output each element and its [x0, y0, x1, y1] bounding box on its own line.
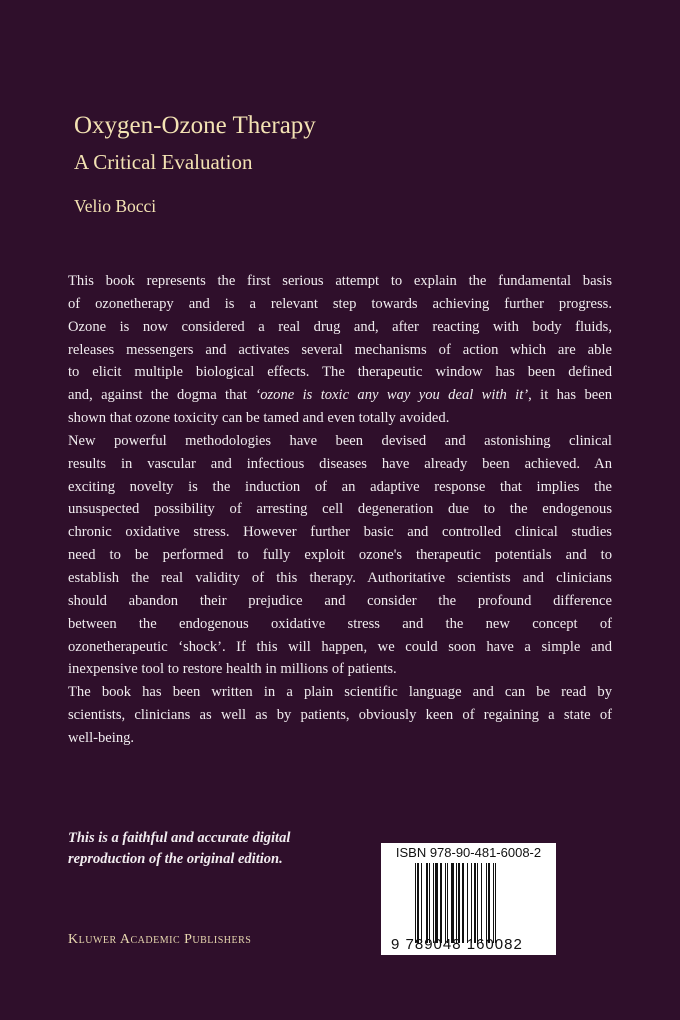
note-line: reproduction of the original edition.	[68, 851, 283, 867]
blurb-line: unsuspected possibility of arresting cell degeneration due to the endogenous	[68, 501, 612, 518]
reproduction-note	[68, 828, 290, 870]
barcode-bar	[447, 863, 448, 943]
barcode-bars	[415, 863, 525, 943]
barcode-bar	[429, 863, 430, 943]
blurb-line: scientists, clinicians as well as by patients, obviously keen of regaining a state of	[68, 707, 612, 724]
blurb-text	[68, 270, 612, 750]
barcode-bar	[451, 863, 454, 943]
blurb-line: shown that ozone toxicity can be tamed and even totally avoided.	[68, 410, 450, 427]
barcode-bar	[467, 863, 468, 943]
blurb-segment: and, against the dogma that	[68, 387, 247, 404]
blurb-line	[68, 384, 612, 407]
blurb-line: between the endogenous oxidative stress and the new concept of	[68, 615, 612, 632]
blurb-quote: ‘ozone is toxic any way you deal with it’	[255, 387, 529, 404]
book-subtitle: A Critical Evaluation	[74, 150, 253, 174]
barcode-bar	[415, 863, 416, 943]
blurb-line: inexpensive tool to restore health in millions of patients.	[68, 661, 397, 678]
blurb-line: Ozone is now considered a real drug and, after reacting with body fluids,	[68, 318, 612, 335]
barcode-bar	[440, 863, 442, 943]
blurb-line: ozonetherapeutic ‘shock’. If this will happen, we could soon have a simple and	[68, 638, 612, 655]
barcode-bar	[477, 863, 478, 943]
blurb-line: New powerful methodologies have been devised and astonishing clinical	[68, 432, 612, 449]
blurb-line: of ozonetherapy and is a relevant step towards achieving further progress.	[68, 295, 612, 312]
book-title: Oxygen-Ozone Therapy	[74, 112, 316, 139]
blurb-line: The book has been written in a plain scientific language and can be read by	[68, 684, 612, 701]
blurb-line: chronic oxidative stress. However further basic and controlled clinical studies	[68, 524, 612, 541]
barcode-bar	[456, 863, 457, 943]
blurb-line: releases messengers and activates several mechanisms of action which are able	[68, 341, 612, 358]
publisher-name: Kluwer Academic Publishers	[68, 932, 252, 947]
blurb-line: should abandon their prejudice and consider the profound difference	[68, 592, 612, 609]
blurb-line: need to be performed to fully exploit ozone's therapeutic potentials and to	[68, 547, 612, 564]
barcode-bar	[471, 863, 472, 943]
blurb-line: to elicit multiple biological effects. The therapeutic window has been defined	[68, 364, 612, 381]
barcode-bar	[435, 863, 438, 943]
barcode-bar	[421, 863, 422, 943]
barcode-bar	[474, 863, 476, 943]
barcode-bar	[458, 863, 460, 943]
note-line: This is a faithful and accurate digital	[68, 830, 291, 846]
barcode-bar	[486, 863, 487, 943]
barcode-bar	[433, 863, 434, 943]
blurb-line: exciting novelty is the induction of an adaptive response that implies the	[68, 478, 612, 495]
barcode-bar	[493, 863, 494, 943]
barcode-bar	[488, 863, 490, 943]
barcode-bar	[445, 863, 446, 943]
isbn-barcode	[381, 843, 556, 955]
blurb-segment: , it has been	[528, 387, 612, 404]
barcode-bar	[495, 863, 496, 943]
blurb-line: This book represents the first serious attempt to explain the fundamental basis	[68, 273, 612, 289]
barcode-bar	[462, 863, 464, 943]
author-name: Velio Bocci	[74, 196, 157, 216]
barcode-bar	[417, 863, 419, 943]
isbn-label: ISBN 978-90-481-6008-2	[395, 845, 542, 860]
barcode-bar	[481, 863, 482, 943]
blurb-line: results in vascular and infectious diseases have already been achieved. An	[68, 455, 612, 472]
barcode-bar	[426, 863, 428, 943]
barcode-digits: 9 789048 160082	[391, 936, 523, 953]
blurb-line: establish the real validity of this therapy. Authoritative scientists and clinicians	[68, 569, 612, 586]
blurb-line: well-being.	[68, 729, 135, 746]
